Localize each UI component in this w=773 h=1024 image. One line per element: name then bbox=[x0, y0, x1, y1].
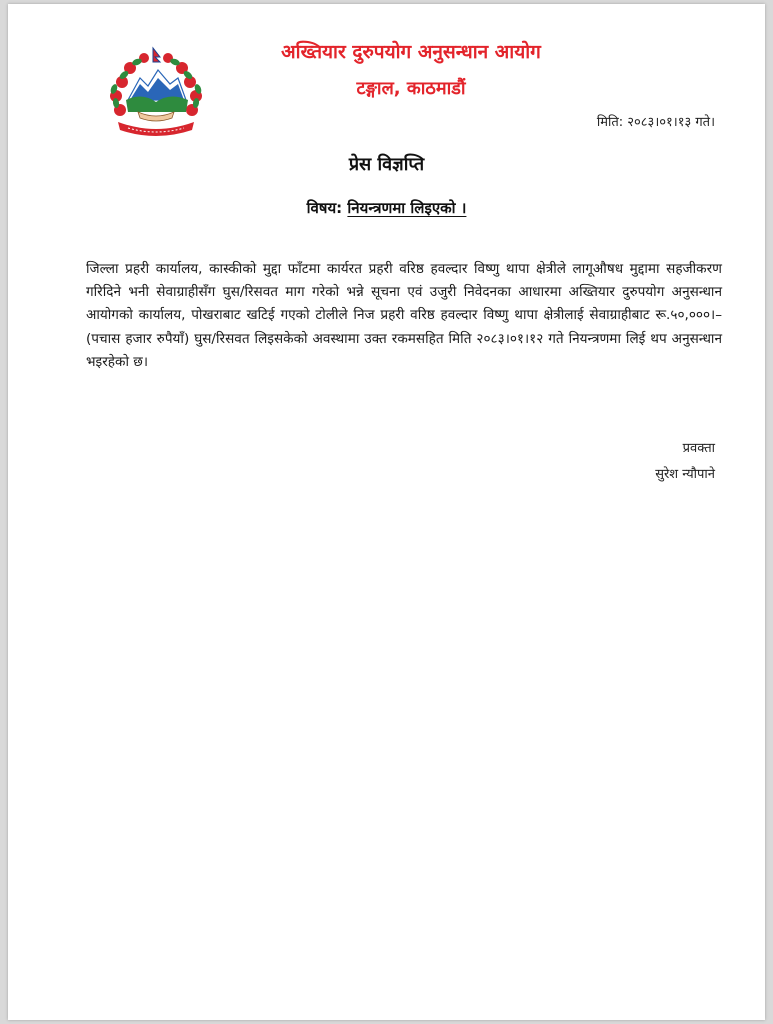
org-name: अख्तियार दुरुपयोग अनुसन्धान आयोग bbox=[281, 41, 541, 63]
signatory-role: प्रवक्ता bbox=[682, 441, 715, 456]
subject-text: नियन्त्रणमा लिइएको । bbox=[347, 199, 467, 217]
document-date: मिति: २०८३।०१।१३ गते। bbox=[596, 115, 715, 130]
body-paragraph: जिल्ला प्रहरी कार्यालय, कास्कीको मुद्दा फाँटमा कार्यरत प्रहरी वरिष्ठ हवल्दार विष्णु थापा क्षेत्रीले लागूऔषध मुद्दामा सहजीकरण गरिदिने भनी सेवाग्राहीसँग घुस/रिसवत माग गरेको भन्ने सूचना एवं उजुरी निवेदनका आधारमा अख्तियार दुरुपयोग अनुसन्धान आयोगको कार्यालय, पोखराबाट खटिई गएको टोलीले निज प्रहरी वरिष्ठ हवल्दार विष्णु थापा क्षेत्रीलाई सेवाग्राहीबाट रू.५०,०००।– (पचास हजार रुपैयाँ) घुस/रिसवत लिइसकेको अवस्थामा उक्त रकमसहित मिति २०८३।०१।१२ गते नियन्त्रणमा लिई थप अनुसन्धान भइरहेको छ। bbox=[86, 261, 722, 370]
document-title: प्रेस विज्ञप्ति bbox=[348, 154, 425, 175]
nepal-emblem-icon bbox=[100, 42, 212, 138]
signature-block bbox=[655, 436, 715, 488]
signatory-name: सुरेश न्यौपाने bbox=[655, 467, 715, 482]
org-address: टङ्गाल, काठमाडौं bbox=[356, 78, 466, 99]
press-release-page bbox=[8, 4, 765, 1020]
subject-label: विषय: bbox=[306, 199, 343, 217]
subject-line bbox=[8, 198, 765, 218]
